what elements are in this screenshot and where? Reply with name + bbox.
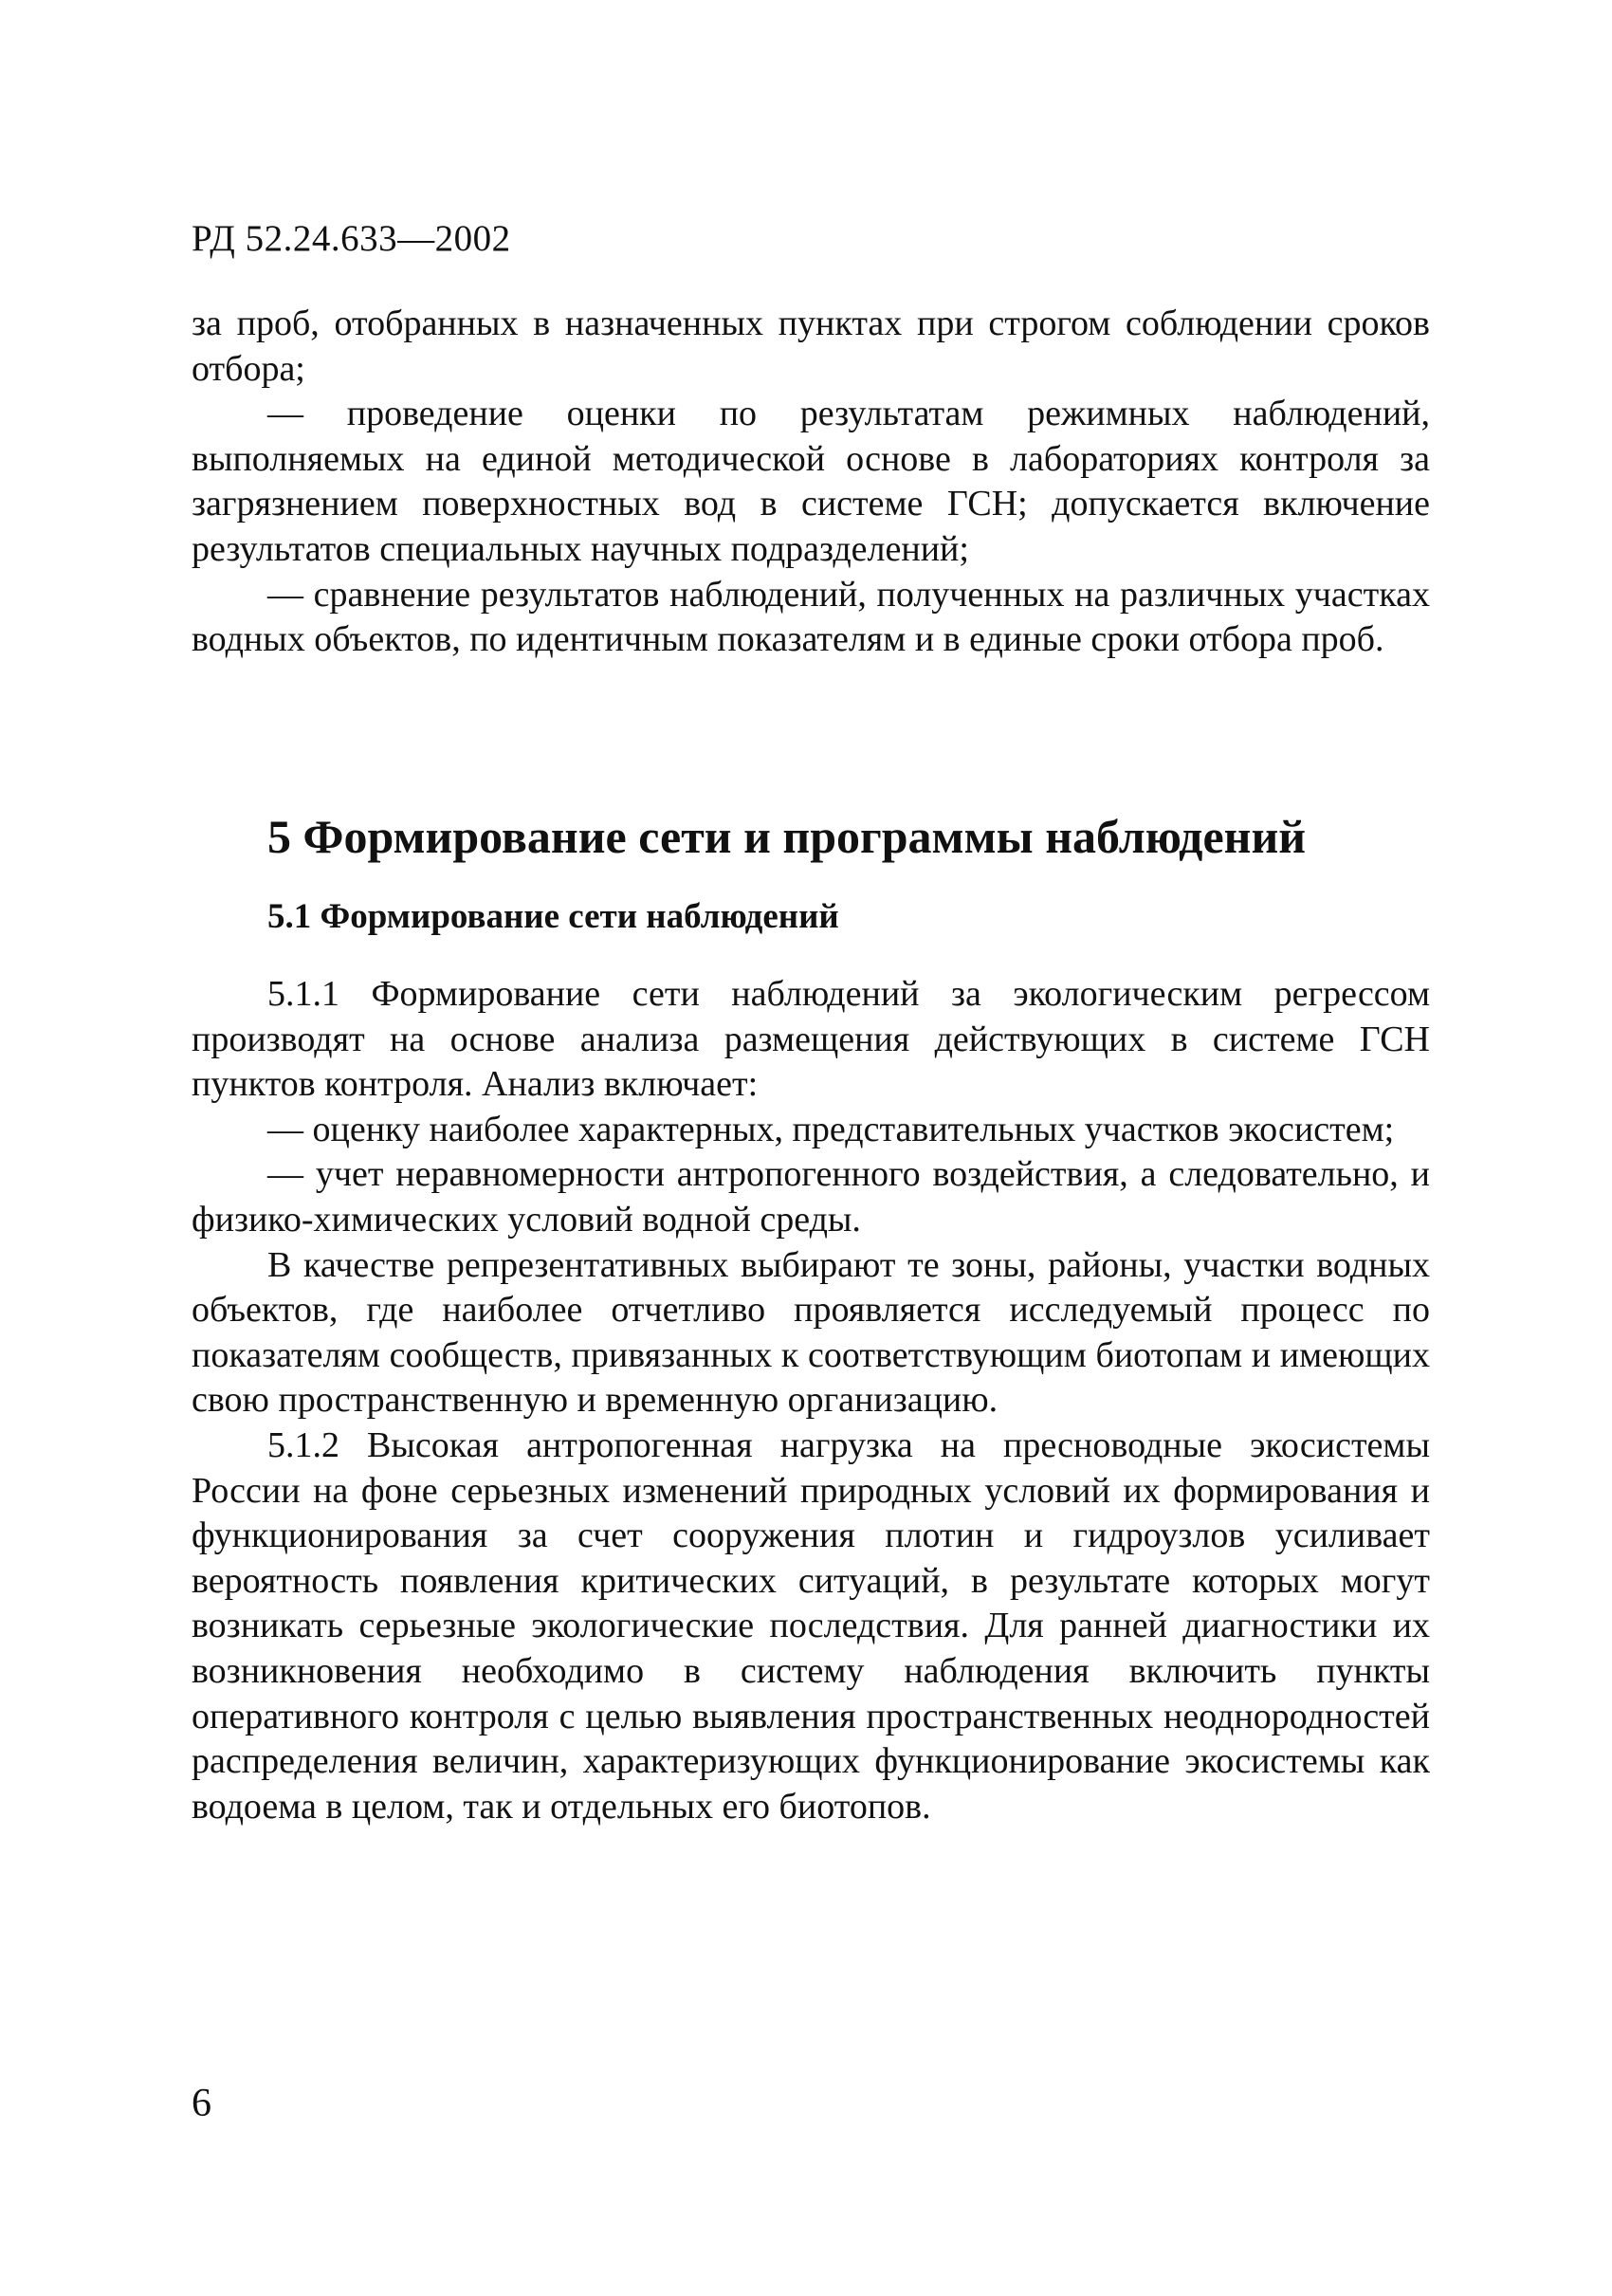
section-heading: 5 Формирование сети и программы наблюдений (267, 810, 1307, 863)
page-number: 6 (192, 2082, 211, 2125)
list-item-anthropogenic-impact: — учет неравномерности антропогенного воздействия, а следовательно, и физико-химических условий водной среды. (192, 1154, 1430, 1240)
list-item-ecosystem-assessment: — оценку наиболее характерных, представительных участков экосистем; (267, 1109, 1395, 1149)
paragraph-representative-zones: В качестве репрезентативных выбирают те зоны, районы, участки водных объектов, где наиболее отчетливо проявляется исследуемый процесс по показателям сообществ, привязанных к соответствующим биотопам и имеющих свою пространственную и временную организацию. (192, 1244, 1430, 1421)
document-code-header: РД 52.24.633—2002 (192, 218, 511, 259)
paragraph-5-1-1: 5.1.1 Формирование сети наблюдений за экологическим регрессом производят на основе анализа размещения действующих в системе ГСН пунктов контроля. Анализ включает: (192, 974, 1430, 1105)
paragraph-continuation: за проб, отобранных в назначенных пунктах при строгом соблюдении сроков отбора; (192, 303, 1430, 389)
continuation-text (192, 302, 1430, 663)
list-item-assessment: — проведение оценки по результатам режимных наблюдений, выполняемых на единой методической основе в лабораториях контроля за загрязнением поверхностных вод в системе ГСН; допускается включение результатов специальных научных подразделений; (192, 394, 1430, 569)
section-body (192, 972, 1430, 1829)
subsection-heading: 5.1 Формирование сети наблюдений (267, 897, 839, 936)
list-item-comparison: — сравнение результатов наблюдений, полученных на различных участках водных объектов, по идентичным показателям и в единые сроки отбора проб. (192, 574, 1430, 660)
paragraph-5-1-2: 5.1.2 Высокая антропогенная нагрузка на пресноводные экосистемы России на фоне серьезных изменений природных условий их формирования и функционирования за счет сооружения плотин и гидроузлов усиливает вероятность появления критических ситуаций, в результате которых могут возникать серьезные экологические последствия. Для ранней диагностики их возникновения необходимо в систему наблюдения включить пункты оперативного контроля с целью выявления пространственных неоднородностей распределения величин, характеризующих функционирование экосистемы как водоема в целом, так и отдельных его биотопов. (192, 1424, 1430, 1827)
